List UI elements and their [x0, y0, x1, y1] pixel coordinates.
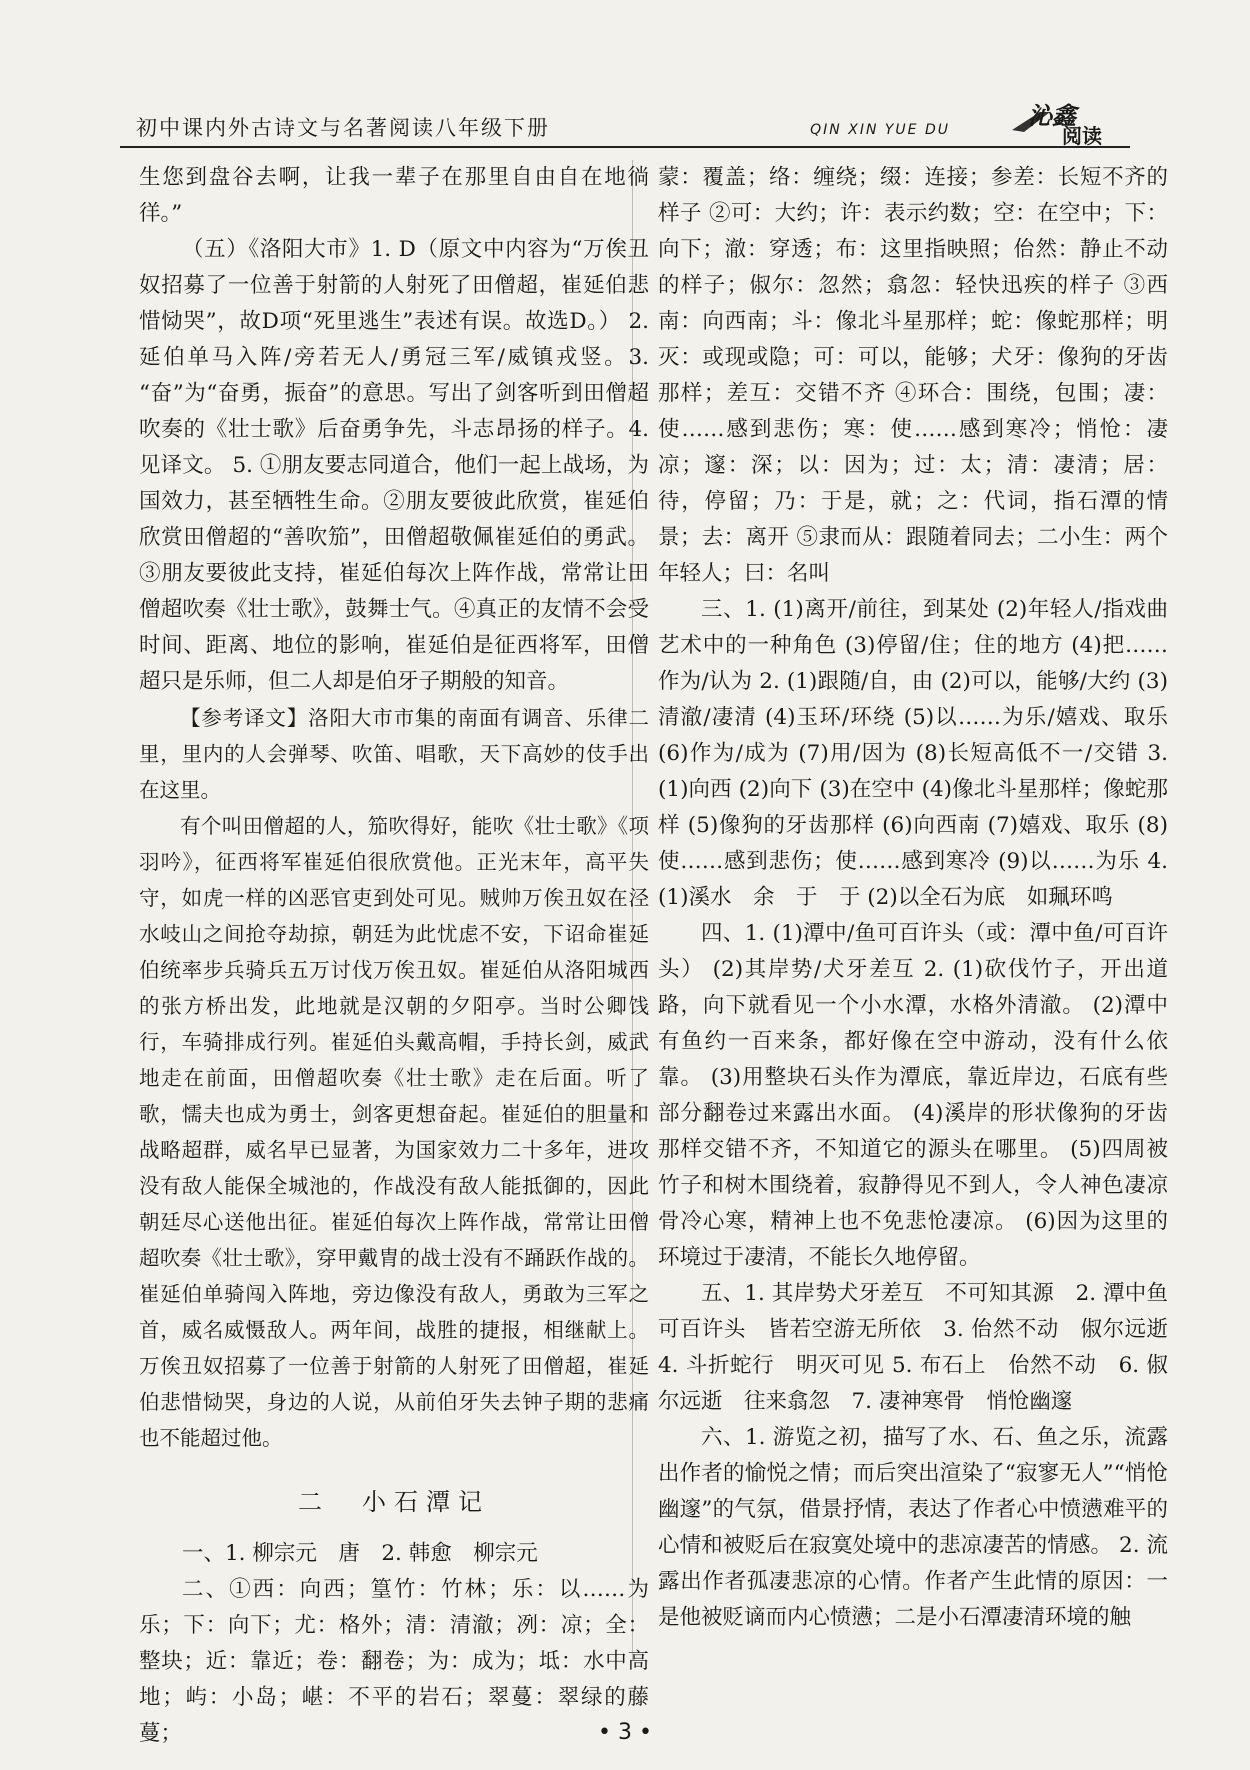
- page-number: • 3 •: [598, 1720, 652, 1745]
- brand-cn-2: 阅读: [1062, 124, 1102, 148]
- paragraph: 有个叫田僧超的人，笳吹得好，能吹《壮士歌》《项羽吟》，征西将军崔延伯很欣赏他。正光末年，高平失守，如虎一样的凶恶官吏到处可见。贼帅万俟丑奴在泾水岐山之间抢夺劫掠，朝廷为此忧虑不安，下诏命崔延伯统率步兵骑兵五万讨伐万俟丑奴。崔延伯从洛阳城西的张方桥出发，此地就是汉朝的夕阳亭。当时公卿饯行，车骑排成行列。崔延伯头戴高帽，手持长剑，威武地走在前面，田僧超吹奏《壮士歌》走在后面。听了歌，懦夫也成为勇士，剑客更想奋起。崔延伯的胆量和战略超群，威名早已显著，为国家效力二十多年，进攻没有敌人能保全城池的，作战没有敌人能抵御的，因此朝廷尽心送他出征。崔延伯每次上阵作战，常常让田僧超吹奏《壮士歌》，穿甲戴胄的战士没有不踊跃作战的。崔延伯单骑闯入阵地，旁边像没有敌人，勇敢为三军之首，威名威慑敌人。两年间，战胜的捷报，相继献上。万俟丑奴招募了一位善于射箭的人射死了田僧超，崔延伯悲惜恸哭，身边的人说，从前伯牙失去钟子期的悲痛也不能超过他。: [139, 814, 649, 1450]
- left-column: [139, 160, 649, 1752]
- page-header: [120, 101, 1130, 148]
- paragraph: 蒙：覆盖；络：缠绕；缀：连接；参差：长短不齐的样子 ②可：大约；许：表示约数；空：在空中；下：向下；澈：穿透；布：这里指映照；佁然：静止不动的样子；俶尔：忽然；翕忽：轻快迅疾的样子 ③西南：向西南；斗：像北斗星那样；蛇：像蛇那样；明灭：或现或隐；可：可以，能够；犬牙：像狗的牙齿那样；差互：交错不齐 ④环合：围绕，包围；凄：使……感到悲伤；寒：使……感到寒冷；悄怆：凄凉；邃：深；以：因为；过：太；清：凄清；居：待，停留；乃：于是，就；之：代词，指石潭的情景；去：离开 ⑤隶而从：跟随着同去；二小生：两个年轻人；曰：名叫: [658, 165, 1168, 586]
- paragraph: 六、1. 游览之初，描写了水、石、鱼之乐，流露出作者的愉悦之情；而后突出渲染了“寂寥无人”“悄怆幽邃”的气氛，借景抒情，表达了作者心中愤懑难平的心情和被贬后在寂寞处境中的悲凉凄苦的情感。 2. 流露出作者孤凄悲凉的心情。作者产生此情的原因：一是他被贬谪而内心愤懑；二是小石潭凄清环境的触: [658, 1425, 1168, 1630]
- paragraph: 五、1. 其岸势犬牙差互 不可知其源 2. 潭中鱼可百许头 皆若空游无所依 3. 佁然不动 俶尔远逝 4. 斗折蛇行 明灭可见 5. 布石上 佁然不动 6. 俶尔远逝 往来翕忽 7. 凄神寒骨 悄怆幽邃: [658, 1281, 1190, 1414]
- paragraph: （五）《洛阳大市》1. D（原文中内容为“万俟丑奴招募了一位善于射箭的人射死了田僧超，崔延伯悲惜恸哭”，故D项“死里逃生”表述有误。故选D。） 2. 延伯单马入阵/旁若无人/勇冠三军/威镇戎竖。3. “奋”为“奋勇，振奋”的意思。写出了剑客听到田僧超吹奏的《壮士歌》后奋勇争先，斗志昂扬的样子。4. 见译文。 5. ①朋友要志同道合，他们一起上战场，为国效力，甚至牺牲生命。②朋友要彼此欣赏，崔延伯欣赏田僧超的“善吹笳”，田僧超敬佩崔延伯的勇武。③朋友要彼此支持，崔延伯每次上阵作战，常常让田僧超吹奏《壮士歌》，鼓舞士气。④真正的友情不会受时间、距离、地位的影响，崔延伯是征西将军，田僧超只是乐师，但二人却是伯牙子期般的知音。: [139, 237, 649, 694]
- paragraph: 一、1. 柳宗元 唐 2. 韩愈 柳宗元: [182, 1541, 538, 1566]
- header-title: 初中课内外古诗文与名著阅读八年级下册: [136, 116, 550, 140]
- paragraph: 二、①西：向西；篁竹：竹林；乐：以……为乐；下：向下；尤：格外；清：清澈；冽：凉；全：整块；近：靠近；卷：翻卷；为：成为；坻：水中高地；屿：小岛；嵁：不平的岩石；翠蔓：翠绿的藤蔓；: [139, 1577, 649, 1746]
- paragraph: 四、1. (1)潭中/鱼可百许头（或：潭中鱼/可百许头） (2)其岸势/犬牙差互 2. (1)砍伐竹子，开出道路，向下就看见一个小水潭，水格外清澈。 (2)潭中有鱼约一百来条，都好像在空中游动，没有什么依靠。 (3)用整块石头作为潭底，靠近岸边，石底有些部分翻卷过来露出水面。 (4)溪岸的形状像狗的牙齿那样交错不齐，不知道它的源头在哪里。 (5)四周被竹子和树木围绕着，寂静得见不到人，令人神色凄凉骨冷心寒，精神上也不免悲怆凄凉。 (6)因为这里的环境过于凄清，不能长久地停留。: [658, 921, 1168, 1270]
- brand-logo: [1010, 96, 1130, 148]
- paragraph: 三、1. (1)离开/前往，到某处 (2)年轻人/指戏曲艺术中的一种角色 (3)停留/住；住的地方 (4)把……作为/认为 2. (1)跟随/自，由 (2)可以，能够/大约 (3)清澈/凄清 (4)玉环/环绕 (5)以……为乐/嬉戏、取乐 (6)作为/成为 (7)用/因为 (8)长短高低不一/交错 3. (1)向西 (2)向下 (3)在空中 (4)像北斗星那样；像蛇那样 (5)像狗的牙齿那样 (6)向西南 (7)嬉戏、取乐 (8)使……感到悲伤；使……感到寒冷 (9)以……为乐 4. (1)溪水 余 于 于 (2)以全石为底 如珮环鸣: [658, 597, 1168, 910]
- brand-cn-1: 沁鑫: [1028, 101, 1076, 130]
- paragraph: 生您到盘谷去啊，让我一辈子在那里自由自在地徜徉。”: [139, 165, 649, 226]
- section-title: 二 小石潭记: [298, 1488, 490, 1516]
- right-column: [658, 160, 1190, 1636]
- brand-english: QIN XIN YUE DU: [810, 122, 950, 138]
- paragraph: 【参考译文】洛阳大市市集的南面有调音、乐律二里，里内的人会弹琴、吹笛、唱歌，天下高妙的伎手出在这里。: [139, 706, 649, 802]
